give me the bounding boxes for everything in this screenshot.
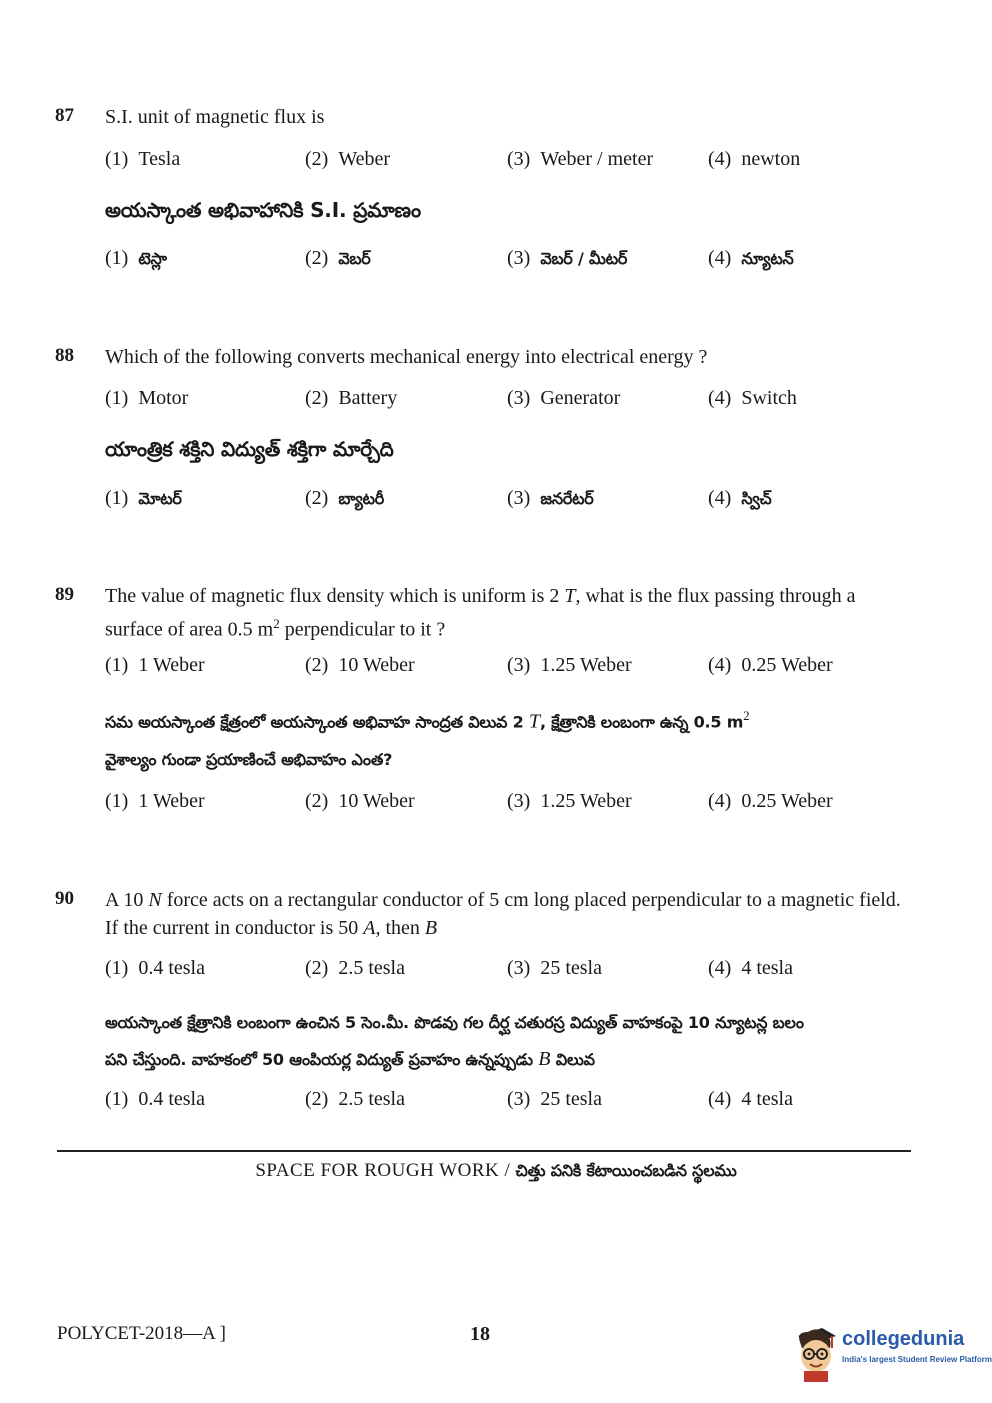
- option-2: (2) 10 Weber: [305, 654, 415, 676]
- page-number: 18: [470, 1323, 490, 1345]
- exam-code: POLYCET-2018—A ]: [57, 1323, 226, 1344]
- option-3-te: (3) 1.25 Weber: [507, 790, 632, 812]
- options-te: [0, 487, 992, 513]
- question-text-te: యాంత్రిక శక్తిని విద్యుత్ శక్తిగా మార్చేది: [105, 437, 394, 461]
- option-4: (4) Switch: [708, 387, 797, 409]
- option-3: (3) Weber / meter: [507, 148, 654, 170]
- option-1-te: (1) టెస్లా: [105, 247, 167, 269]
- brand-logo: [792, 1322, 992, 1386]
- option-3-te: (3) జనరేటర్: [507, 487, 594, 509]
- option-2: (2) Battery: [305, 387, 398, 409]
- option-3-te: (3) వెబర్ / మీటర్: [507, 247, 628, 269]
- option-4: (4) 0.25 Weber: [708, 654, 833, 676]
- option-3: (3) Generator: [507, 387, 621, 409]
- option-2: (2) 2.5 tesla: [305, 957, 405, 979]
- option-2-te: (2) 10 Weber: [305, 790, 415, 812]
- option-2-te: (2) వెబర్: [305, 247, 371, 269]
- question-number: 88: [55, 345, 74, 366]
- option-2-te: (2) 2.5 tesla: [305, 1088, 405, 1110]
- option-4: (4) newton: [708, 148, 801, 170]
- option-1: (1) Tesla: [105, 148, 181, 170]
- options-en: [0, 387, 992, 413]
- options-te: [0, 790, 992, 816]
- option-4-te: (4) న్యూటన్: [708, 247, 794, 269]
- rough-work-label: SPACE FOR ROUGH WORK / చిత్తు పనికి కేటాయించబడిన స్థలము: [255, 1160, 737, 1181]
- option-1-te: (1) 0.4 tesla: [105, 1088, 205, 1110]
- option-4: (4) 4 tesla: [708, 957, 793, 979]
- question-text-en: A 10 N force acts on a rectangular conductor of 5 cm long placed perpendicular to a magnetic field. If the current in conductor is 50 A, then B: [105, 889, 901, 939]
- option-4-te: (4) 0.25 Weber: [708, 790, 833, 812]
- divider-line: [57, 1150, 911, 1152]
- option-3-te: (3) 25 tesla: [507, 1088, 602, 1110]
- option-3: (3) 1.25 Weber: [507, 654, 632, 676]
- options-en: [0, 957, 992, 983]
- question-text-te: అయస్కాంత అభివాహానికి S.I. ప్రమాణం: [105, 198, 421, 222]
- options-te: [0, 247, 992, 273]
- option-4-te: (4) 4 tesla: [708, 1088, 793, 1110]
- question-text-te: అయస్కాంత క్షేత్రానికి లంబంగా ఉంచిన 5 సెం.మీ. పొడవు గల దీర్ఘ చతురస్ర విద్యుత్ వాహకంపై 10 న్యూటన్ల బలం పని చేస్తుంది. వాహకంలో 50 ఆంపియర్ల విద్యుత్ ప్రవాహం ఉన్నప్పుడు B విలువ: [105, 1013, 804, 1070]
- question-text-en: Which of the following converts mechanical energy into electrical energy ?: [105, 346, 708, 368]
- question-text-te: సమ అయస్కాంత క్షేత్రంలో అయస్కాంత అభివాహ సాంద్రత విలువ 2 T, క్షేత్రానికి లంబంగా ఉన్న 0.5 $m^2$ వైశాల్యం గుండా ప్రయాణించే అభివాహం ఎంత?: [105, 708, 750, 769]
- options-en: [0, 148, 992, 174]
- option-1-te: (1) 1 Weber: [105, 790, 205, 812]
- options-en: [0, 654, 992, 680]
- option-1-te: (1) మోటర్: [105, 487, 182, 509]
- question-text-en: The value of magnetic flux density which is uniform is 2 T, what is the flux passing through a surface of area 0.5 $m^2$ perpendicular to it ?: [105, 585, 856, 641]
- mascot-icon: [792, 1322, 840, 1382]
- option-1: (1) 1 Weber: [105, 654, 205, 676]
- option-1: (1) 0.4 tesla: [105, 957, 205, 979]
- options-te: [0, 1088, 992, 1114]
- option-2-te: (2) బ్యాటరీ: [305, 487, 385, 509]
- question-number: 87: [55, 105, 74, 126]
- question-number: 90: [55, 888, 74, 909]
- option-3: (3) 25 tesla: [507, 957, 602, 979]
- option-2: (2) Weber: [305, 148, 391, 170]
- brand-name: collegedunia: [842, 1328, 965, 1350]
- question-text-en: S.I. unit of magnetic flux is: [105, 106, 325, 128]
- option-4-te: (4) స్విచ్: [708, 487, 772, 509]
- question-number: 89: [55, 584, 74, 605]
- brand-tagline: India's largest Student Review Platform: [842, 1355, 992, 1364]
- option-1: (1) Motor: [105, 387, 189, 409]
